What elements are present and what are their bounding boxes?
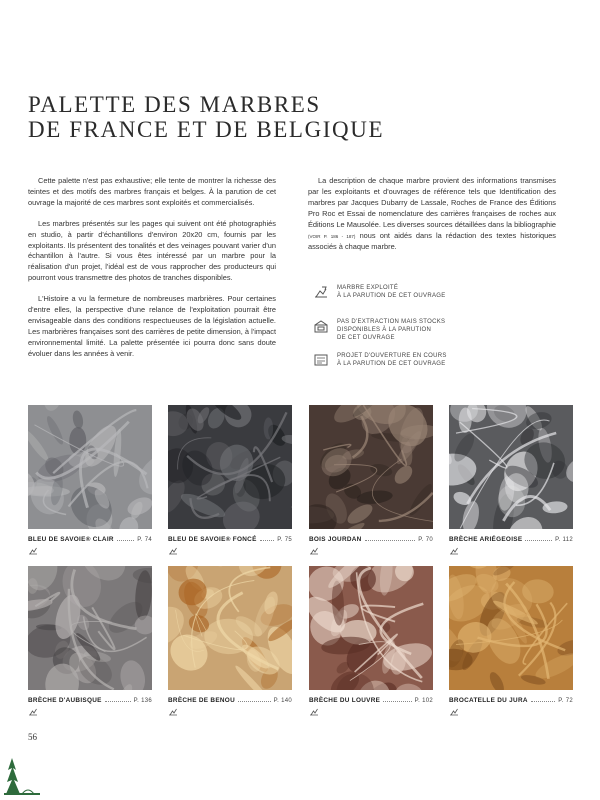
leader-dots <box>531 700 555 702</box>
quarry-exploited-icon <box>309 706 319 716</box>
leader-dots <box>260 539 275 541</box>
intro-left-column <box>28 176 276 370</box>
marble-page-ref: P. 102 <box>414 698 433 704</box>
marble-swatch <box>449 566 573 690</box>
marble-caption <box>449 694 573 704</box>
legend-item-project <box>313 352 503 368</box>
marble-name: BRÈCHE DE BENOU <box>168 697 235 704</box>
quarry-exploited-icon <box>313 284 329 300</box>
leader-dots <box>383 700 411 702</box>
marble-caption <box>168 694 292 704</box>
legend-label: DISPONIBLES À LA PARUTION <box>337 327 432 333</box>
leader-dots <box>365 539 416 541</box>
marble-swatch <box>28 405 152 529</box>
marble-page-ref: P. 112 <box>555 537 573 543</box>
intro-paragraph: Les marbres présentés sur les pages qui suivent ont été photographiés en studio, à partir d'échantillons d'environ 20x20 cm, fournis par les exploitants. Ils présentent des tonalités et des veinages pouvant varier d'un échantillon à l'autre. Si vous êtes intéressé par un marbre pour la réalisation d'un projet, l'idéal est de vous rapprocher des producteurs qui pourront vous transmettre des photos de tranches disponibles. <box>28 218 276 283</box>
marble-page-ref: P. 75 <box>277 537 292 543</box>
quarry-exploited-icon <box>168 545 178 555</box>
marble-name: BLEU DE SAVOIE® FONCÉ <box>168 536 257 543</box>
legend-item-exploited <box>313 284 503 300</box>
leader-dots <box>105 700 131 702</box>
marble-name: BRÈCHE D'AUBISQUE <box>28 697 102 704</box>
quarry-exploited-icon <box>28 545 38 555</box>
bibliography-ref: (VOIR P. 186 - 187) <box>308 233 356 239</box>
legend-label: À LA PARUTION DE CET OUVRAGE <box>337 293 446 299</box>
quarry-exploited-icon <box>28 706 38 716</box>
marble-swatch <box>309 405 433 529</box>
leader-dots <box>238 700 271 702</box>
intro-right-column <box>308 176 556 263</box>
quarry-exploited-icon <box>449 545 459 555</box>
marble-caption <box>309 694 433 704</box>
quarry-exploited-icon <box>449 706 459 716</box>
legend-label: PROJET D'OUVERTURE EN COURS <box>337 353 447 359</box>
legend-label: À LA PARUTION DE CET OUVRAGE <box>337 361 446 367</box>
publisher-logo-icon <box>4 756 40 796</box>
project-reopening-icon <box>313 352 329 368</box>
marble-page-ref: P. 74 <box>137 537 152 543</box>
marble-page-ref: P. 136 <box>133 698 152 704</box>
marble-swatch <box>449 405 573 529</box>
marble-name: BRÈCHE DU LOUVRE <box>309 697 381 704</box>
marble-page-ref: P. 72 <box>558 698 573 704</box>
intro-paragraph: Cette palette n'est pas exhaustive; elle tente de montrer la richesse des teintes et des motifs des marbres français et belges. À la parution de cet ouvrage la majorité de ces marbres sont exploités et commercialisés. <box>28 176 276 207</box>
marble-swatch <box>28 566 152 690</box>
marble-swatch <box>168 405 292 529</box>
legend-label: MARBRE EXPLOITÉ <box>337 285 399 291</box>
marble-swatch <box>309 566 433 690</box>
leader-dots <box>525 539 552 541</box>
marble-name: BROCATELLE DU JURA <box>449 697 528 704</box>
title-line-2: DE FRANCE ET DE BELGIQUE <box>28 117 385 142</box>
marble-swatch <box>168 566 292 690</box>
page-title <box>28 92 384 142</box>
marble-page-ref: P. 70 <box>418 537 433 543</box>
intro-paragraph: L'Histoire a vu la fermeture de nombreuses marbrières. Pour certaines d'entre elles, la perspective d'une relance de l'exploitation pourrait être envisageable dans des conditions respectueuses de la législation actuelle. Les marbrières françaises sont des carrières de petite dimension, à l'impact environnemental limité. La palette présentée ici pourra donc sans doute évoluer dans les années à venir. <box>28 294 276 358</box>
sources-text-end: nous ont aidés dans la rédaction des textes historiques associés à chaque marbre. <box>308 230 557 252</box>
marble-caption <box>168 533 292 543</box>
title-line-1: PALETTE DES MARBRES <box>28 92 321 117</box>
marble-name: BRÈCHE ARIÉGEOISE <box>449 536 523 543</box>
intro-paragraph <box>308 176 556 253</box>
marble-caption <box>449 533 573 543</box>
legend-label: PAS D'EXTRACTION MAIS STOCKS <box>337 319 446 325</box>
marble-caption <box>28 533 152 543</box>
quarry-exploited-icon <box>309 545 319 555</box>
legend-label: DE CET OUVRAGE <box>337 335 395 341</box>
quarry-exploited-icon <box>168 706 178 716</box>
legend-item-stock <box>313 318 503 342</box>
marble-name: BLEU DE SAVOIE® CLAIR <box>28 536 114 543</box>
marble-caption <box>28 694 152 704</box>
leader-dots <box>117 539 134 541</box>
marble-caption <box>309 533 433 543</box>
sources-text: La description de chaque marbre provient des informations transmises par les exploitants et d'ouvrages de référence tels que Identification des marbres par Jacques Dubarry de Lassale, Roches de France des Éditions Pro Roc et Essai de nomenclature des carrières françaises de roches aux Éditions Le Mausolée. Les diverses sources détaillées dans la bibliographie <box>308 176 556 229</box>
marble-page-ref: P. 140 <box>273 698 292 704</box>
marble-name: BOIS JOURDAN <box>309 536 362 543</box>
stock-available-icon <box>313 318 329 334</box>
page-number: 56 <box>28 732 37 742</box>
